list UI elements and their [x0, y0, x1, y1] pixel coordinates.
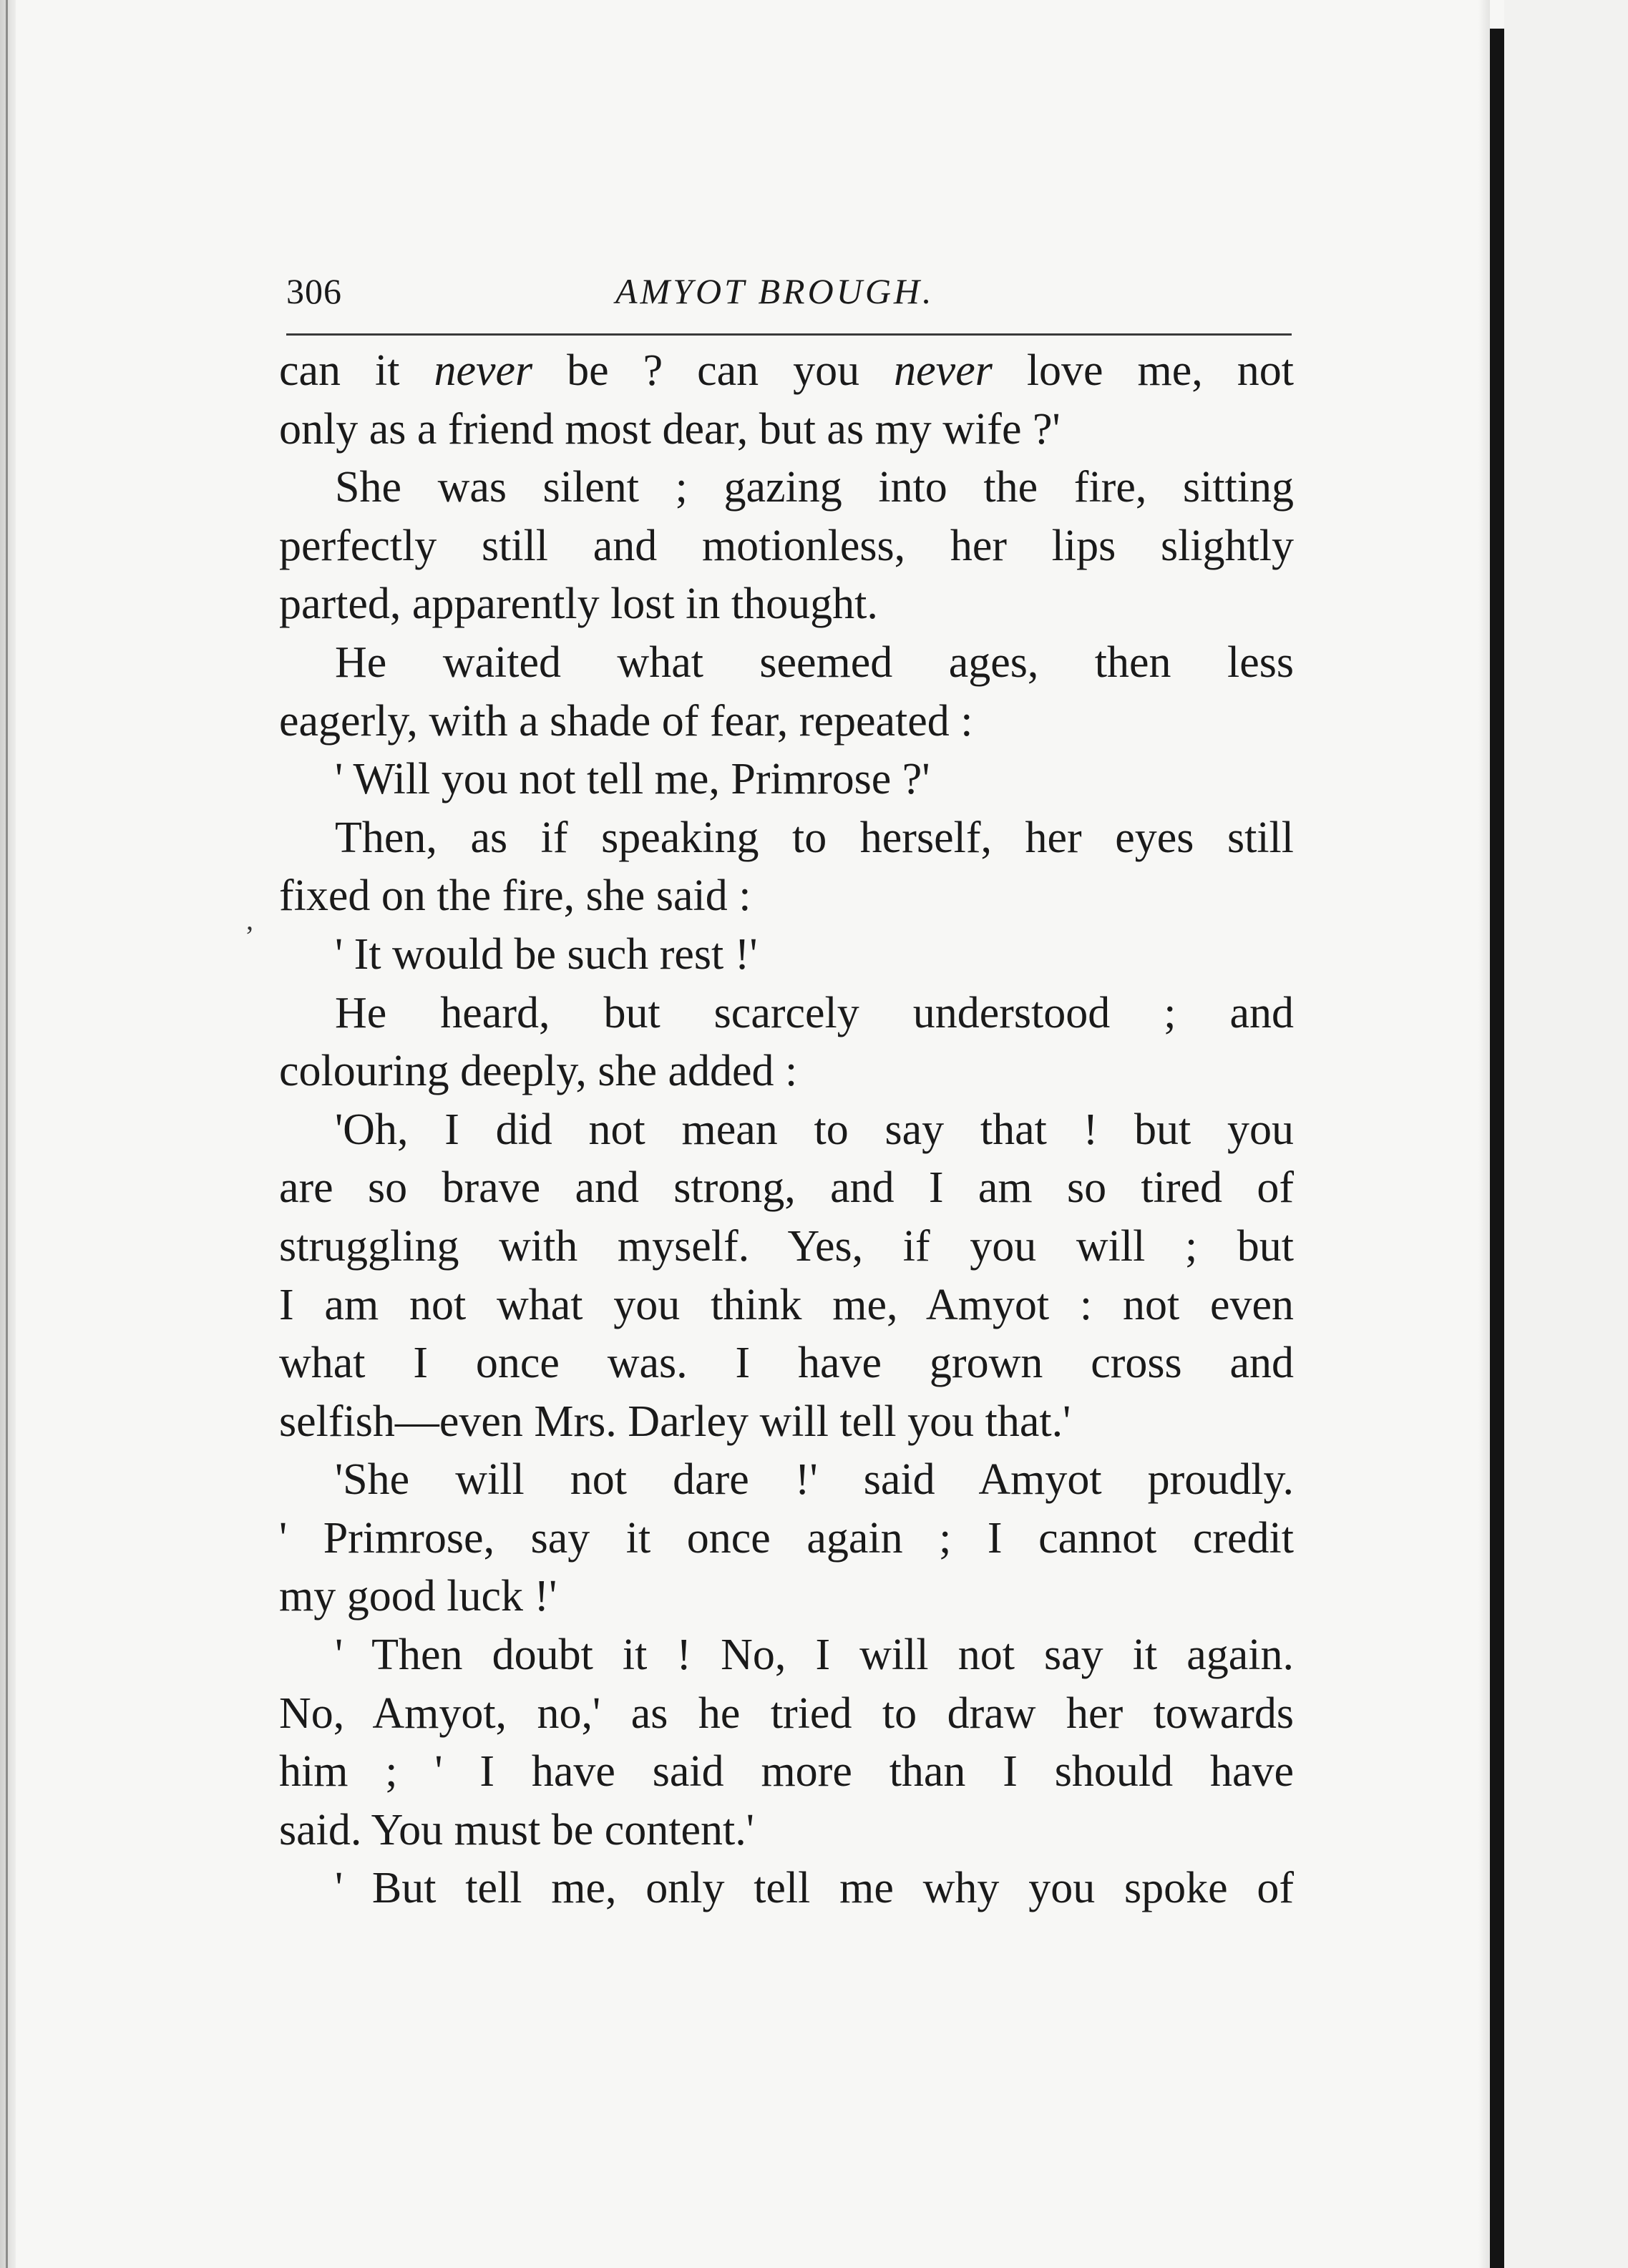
text-segment: love me, not: [992, 346, 1295, 395]
binding-edge: [0, 0, 16, 2268]
text-segment: can it: [279, 346, 434, 395]
text-line: ' Primrose, say it once again ; I cannot credit: [279, 1513, 1294, 1563]
text-line: him ; ' I have said more than I should have: [279, 1747, 1294, 1797]
emphasis-never: never: [894, 346, 993, 395]
body-text: [279, 342, 1294, 1918]
text-line: eagerly, with a shade of fear, repeated :: [279, 696, 973, 746]
running-title: AMYOT BROUGH.: [615, 271, 935, 311]
emphasis-never: never: [434, 346, 533, 395]
text-line: She was silent ; gazing into the fire, sitting: [335, 463, 1294, 512]
page-edge-bar: [1490, 29, 1504, 2268]
text-line: selfish—even Mrs. Darley will tell you that.': [279, 1397, 1071, 1446]
text-line: ' Will you not tell me, Primrose ?': [335, 755, 930, 804]
text-line: 'Oh, I did not mean to say that ! but you: [335, 1105, 1294, 1154]
text-line: struggling with myself. Yes, if you will ; but: [279, 1221, 1294, 1271]
text-line: No, Amyot, no,' as he tried to draw her towards: [279, 1688, 1294, 1738]
text-line: colouring deeply, she added :: [279, 1047, 798, 1096]
text-line: my good luck !': [279, 1572, 557, 1621]
text-line: Then, as if speaking to herself, her eyes still: [335, 813, 1294, 862]
text-line: fixed on the fire, she said :: [279, 871, 751, 921]
text-line: He waited what seemed ages, then less: [335, 637, 1294, 687]
text-line: He heard, but scarcely understood ; and: [335, 988, 1294, 1037]
text-line: 'She will not dare !' said Amyot proudly.: [335, 1455, 1294, 1505]
header-rule: [286, 333, 1292, 336]
text-segment: be ? can you: [532, 346, 895, 395]
text-line: what I once was. I have grown cross and: [279, 1339, 1294, 1388]
stray-mark: ,: [246, 904, 253, 936]
text-line: perfectly still and motionless, her lips slightly: [279, 521, 1294, 570]
text-line: I am not what you think me, Amyot : not even: [279, 1280, 1294, 1329]
page-number: 306: [286, 271, 342, 311]
text-line: ' Then doubt it ! No, I will not say it again.: [335, 1631, 1294, 1680]
facing-margin: [1504, 0, 1628, 2268]
text-line: ' But tell me, only tell me why you spoke of: [335, 1864, 1294, 1913]
text-line: ' It would be such rest !': [335, 929, 758, 979]
text-line: only as a friend most dear, but as my wife ?': [279, 404, 1061, 454]
page-edge-shade: [1478, 0, 1490, 2268]
running-head: [286, 270, 1292, 321]
text-line: parted, apparently lost in thought.: [279, 580, 878, 629]
text-line: are so brave and strong, and I am so tired of: [279, 1163, 1294, 1213]
binding-edge-line: [6, 0, 8, 2268]
text-line: said. You must be content.': [279, 1805, 754, 1854]
text-line-1: [279, 342, 1294, 401]
